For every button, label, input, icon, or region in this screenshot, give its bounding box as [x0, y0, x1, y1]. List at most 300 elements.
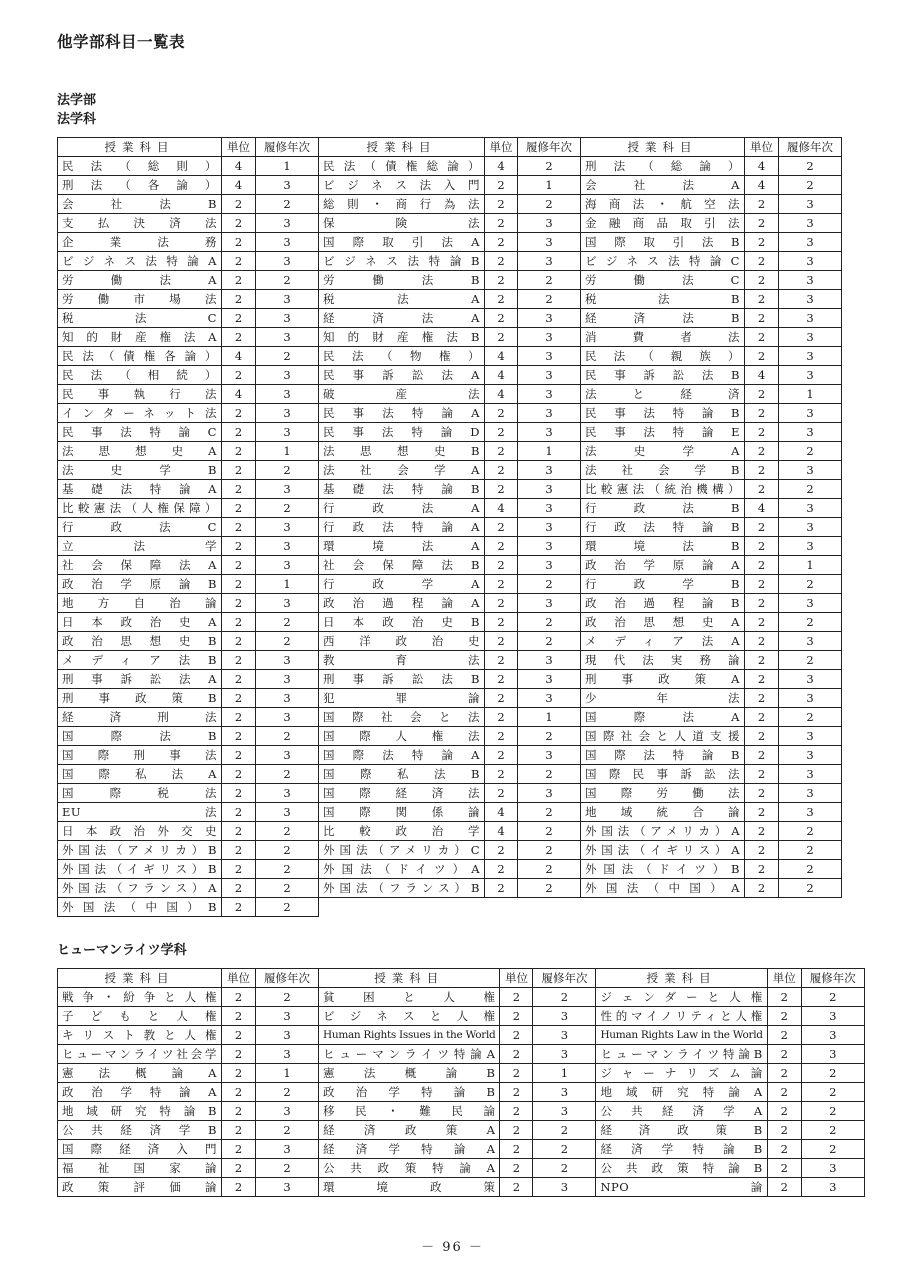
course-year: 3 [779, 670, 842, 689]
course-name: ビジネス法特論A [58, 252, 222, 271]
course-credits: 2 [767, 1007, 801, 1026]
empty-cell [319, 898, 485, 917]
course-year: 3 [518, 499, 581, 518]
course-year: 3 [518, 385, 581, 404]
course-year: 2 [801, 1064, 864, 1083]
course-year: 3 [256, 803, 319, 822]
course-credits: 4 [485, 157, 518, 176]
course-year: 3 [256, 1140, 319, 1159]
table-row [58, 765, 842, 784]
table-row [58, 499, 842, 518]
course-name: 刑法（各論） [58, 176, 222, 195]
course-credits: 4 [485, 347, 518, 366]
course-name: 民法（親族） [581, 347, 745, 366]
credits-header: 単位 [485, 138, 518, 157]
course-year: 3 [256, 328, 319, 347]
table-row [58, 518, 842, 537]
course-credits: 2 [745, 233, 779, 252]
course-credits: 2 [485, 404, 518, 423]
course-name: 国際社会と人道支援 [581, 727, 745, 746]
course-name: 比較憲法（統治機構） [581, 480, 745, 499]
course-credits: 4 [485, 822, 518, 841]
course-credits: 2 [745, 214, 779, 233]
course-credits: 2 [767, 1083, 801, 1102]
course-name: 公共政策特論B [596, 1159, 767, 1178]
course-credits: 2 [222, 898, 256, 917]
course-name: 法社会学A [319, 461, 485, 480]
law-course-table [57, 137, 842, 917]
course-name: 法史学A [581, 442, 745, 461]
course-year: 2 [801, 1121, 864, 1140]
course-year: 3 [256, 309, 319, 328]
course-year: 3 [779, 727, 842, 746]
course-year: 3 [256, 290, 319, 309]
year-header: 履修年次 [256, 969, 319, 988]
human-rights-heading: ヒューマンライツ学科 [57, 943, 187, 958]
course-name: ヒューマンライツ社会学 [58, 1045, 222, 1064]
table-row [58, 480, 842, 499]
course-name: 外国法（フランス）B [319, 879, 485, 898]
course-name: 総則・商行為法 [319, 195, 485, 214]
course-name: 経済政策A [319, 1121, 500, 1140]
table-row [58, 613, 842, 632]
course-name: 政治学原論B [58, 575, 222, 594]
course-credits: 2 [485, 309, 518, 328]
course-name: 国際人権法 [319, 727, 485, 746]
year-header: 履修年次 [256, 138, 319, 157]
course-name: Human Rights Issues in the World [319, 1026, 500, 1045]
course-credits: 2 [485, 613, 518, 632]
course-year: 2 [256, 879, 319, 898]
course-credits: 2 [222, 575, 256, 594]
course-credits: 2 [485, 594, 518, 613]
course-year: 2 [256, 822, 319, 841]
course-name: 民法（債権各論） [58, 347, 222, 366]
course-name: 公共経済学B [58, 1121, 222, 1140]
course-name: 行政学B [581, 575, 745, 594]
course-name: 経済法B [581, 309, 745, 328]
course-name: 外国法（アメリカ）B [58, 841, 222, 860]
course-year: 1 [533, 1064, 596, 1083]
course-name: 行政法B [581, 499, 745, 518]
course-credits: 2 [767, 1178, 801, 1197]
course-year: 3 [779, 271, 842, 290]
course-name: 会社法B [58, 195, 222, 214]
course-credits: 2 [745, 613, 779, 632]
course-name: 立法学 [58, 537, 222, 556]
course-year: 3 [801, 1007, 864, 1026]
course-name: 外国法（中国）B [58, 898, 222, 917]
table-row [58, 575, 842, 594]
course-credits: 2 [485, 252, 518, 271]
course-credits: 2 [745, 347, 779, 366]
course-name: 社会保障法A [58, 556, 222, 575]
course-year: 3 [518, 594, 581, 613]
course-credits: 2 [222, 366, 256, 385]
course-credits: 2 [485, 708, 518, 727]
course-year: 3 [518, 366, 581, 385]
credits-header: 単位 [767, 969, 801, 988]
table-row [58, 1102, 865, 1121]
course-name: 公共政策特論A [319, 1159, 500, 1178]
course-credits: 2 [485, 556, 518, 575]
course-year: 3 [518, 537, 581, 556]
table-row [58, 461, 842, 480]
course-year: 2 [256, 1083, 319, 1102]
empty-cell [745, 898, 779, 917]
course-credits: 2 [767, 1102, 801, 1121]
course-name: 貧困と人権 [319, 988, 500, 1007]
course-year: 3 [533, 1026, 596, 1045]
course-year: 3 [779, 784, 842, 803]
course-name: 国際取引法B [581, 233, 745, 252]
course-year: 1 [256, 157, 319, 176]
course-credits: 2 [500, 1140, 533, 1159]
course-name: 国際法特論A [319, 746, 485, 765]
course-name: インターネット法 [58, 404, 222, 423]
course-name: 法社会学B [581, 461, 745, 480]
course-year: 3 [801, 1026, 864, 1045]
course-year: 3 [256, 1102, 319, 1121]
course-year: 1 [518, 442, 581, 461]
course-year: 3 [779, 537, 842, 556]
course-credits: 2 [485, 670, 518, 689]
course-name: 比較政治学 [319, 822, 485, 841]
table-row [58, 727, 842, 746]
course-credits: 2 [745, 670, 779, 689]
course-credits: 2 [222, 1102, 256, 1121]
course-name: 法と経済 [581, 385, 745, 404]
course-name: 政治過程論A [319, 594, 485, 613]
course-year: 3 [801, 1159, 864, 1178]
course-credits: 2 [222, 1064, 256, 1083]
course-name: 現代法実務論 [581, 651, 745, 670]
course-name: 西洋政治史 [319, 632, 485, 651]
course-year: 3 [518, 309, 581, 328]
course-name: ジャーナリズム論 [596, 1064, 767, 1083]
course-year: 3 [779, 328, 842, 347]
course-credits: 2 [485, 575, 518, 594]
course-year: 2 [256, 988, 319, 1007]
course-credits: 2 [500, 1083, 533, 1102]
course-year: 3 [518, 404, 581, 423]
course-credits: 2 [745, 879, 779, 898]
course-name: 政治学特論A [58, 1083, 222, 1102]
course-year: 3 [256, 689, 319, 708]
course-year: 3 [779, 518, 842, 537]
table-row [58, 841, 842, 860]
course-credits: 2 [485, 290, 518, 309]
course-credits: 4 [485, 499, 518, 518]
course-credits: 2 [222, 727, 256, 746]
course-name: 少年法 [581, 689, 745, 708]
course-name: 社会保障法B [319, 556, 485, 575]
course-year: 3 [256, 252, 319, 271]
course-name: 国際労働法 [581, 784, 745, 803]
course-year: 3 [518, 328, 581, 347]
table-row [58, 214, 842, 233]
course-credits: 2 [485, 765, 518, 784]
course-credits: 2 [485, 689, 518, 708]
course-name: 地域統合論 [581, 803, 745, 822]
course-credits: 2 [485, 518, 518, 537]
course-name: 性的マイノリティと人権 [596, 1007, 767, 1026]
table-row [58, 689, 842, 708]
course-year: 2 [518, 841, 581, 860]
course-credits: 2 [745, 423, 779, 442]
course-year: 2 [256, 347, 319, 366]
course-name: メディア法B [58, 651, 222, 670]
credits-header: 単位 [222, 138, 256, 157]
course-credits: 2 [767, 1026, 801, 1045]
course-year: 3 [256, 1007, 319, 1026]
course-year: 3 [779, 461, 842, 480]
course-year: 3 [256, 404, 319, 423]
course-year: 2 [518, 290, 581, 309]
course-year: 2 [518, 575, 581, 594]
course-name: 支払決済法 [58, 214, 222, 233]
course-name: キリスト教と人権 [58, 1026, 222, 1045]
table-row [58, 556, 842, 575]
course-credits: 4 [745, 176, 779, 195]
course-year: 3 [779, 347, 842, 366]
course-name: ジェンダーと人権 [596, 988, 767, 1007]
course-credits: 2 [222, 803, 256, 822]
course-credits: 2 [485, 176, 518, 195]
course-year: 3 [518, 480, 581, 499]
course-year: 3 [533, 1178, 596, 1197]
course-name: 経済刑法 [58, 708, 222, 727]
table-row [58, 708, 842, 727]
course-credits: 2 [485, 727, 518, 746]
course-name: 国際法A [581, 708, 745, 727]
course-year: 2 [518, 765, 581, 784]
course-name: 国際関係論 [319, 803, 485, 822]
subject-header: 授業科目 [319, 138, 485, 157]
table-row [58, 1178, 865, 1197]
course-credits: 2 [500, 1121, 533, 1140]
course-credits: 2 [222, 499, 256, 518]
table-row [58, 442, 842, 461]
course-credits: 2 [745, 784, 779, 803]
table-row [58, 423, 842, 442]
course-credits: 2 [745, 442, 779, 461]
course-year: 3 [256, 651, 319, 670]
course-credits: 2 [222, 480, 256, 499]
course-year: 3 [518, 689, 581, 708]
course-year: 3 [256, 366, 319, 385]
course-name: 日本政治外交史 [58, 822, 222, 841]
course-year: 2 [256, 727, 319, 746]
course-name: 外国法（中国）A [581, 879, 745, 898]
course-year: 3 [518, 746, 581, 765]
course-year: 3 [518, 556, 581, 575]
table-row [58, 1064, 865, 1083]
faculty-heading: 法学科 [57, 112, 97, 127]
course-credits: 2 [745, 480, 779, 499]
course-year: 2 [779, 822, 842, 841]
course-year: 1 [779, 556, 842, 575]
course-name: 行政法A [319, 499, 485, 518]
course-year: 3 [779, 214, 842, 233]
course-credits: 2 [222, 537, 256, 556]
course-year: 3 [533, 1007, 596, 1026]
course-name: 民事法特論B [581, 404, 745, 423]
course-year: 2 [256, 860, 319, 879]
course-credits: 2 [745, 252, 779, 271]
course-name: 政策評価論 [58, 1178, 222, 1197]
year-header: 履修年次 [779, 138, 842, 157]
course-credits: 2 [222, 1159, 256, 1178]
course-credits: 2 [745, 803, 779, 822]
course-credits: 2 [745, 518, 779, 537]
course-name: 地域研究特論B [58, 1102, 222, 1121]
table-row [58, 1159, 865, 1178]
course-name: ヒューマンライツ特論A [319, 1045, 500, 1064]
course-name: 国際取引法A [319, 233, 485, 252]
course-name: ヒューマンライツ特論B [596, 1045, 767, 1064]
course-credits: 2 [745, 556, 779, 575]
course-year: 1 [256, 442, 319, 461]
course-credits: 4 [222, 176, 256, 195]
course-year: 2 [518, 271, 581, 290]
course-year: 3 [256, 746, 319, 765]
course-credits: 2 [222, 518, 256, 537]
course-credits: 2 [485, 461, 518, 480]
course-year: 2 [779, 613, 842, 632]
course-year: 3 [518, 518, 581, 537]
table-row [58, 632, 842, 651]
course-name: 国際刑事法 [58, 746, 222, 765]
course-year: 3 [801, 1045, 864, 1064]
table-row [58, 988, 865, 1007]
course-credits: 2 [745, 385, 779, 404]
table-row [58, 290, 842, 309]
course-credits: 2 [745, 841, 779, 860]
course-year: 3 [256, 233, 319, 252]
course-credits: 2 [485, 537, 518, 556]
course-year: 2 [256, 195, 319, 214]
course-year: 2 [779, 157, 842, 176]
course-name: 政治思想史A [581, 613, 745, 632]
course-name: 経済学特論A [319, 1140, 500, 1159]
course-credits: 2 [485, 214, 518, 233]
course-name: 労働法A [58, 271, 222, 290]
course-name: 国際法特論B [581, 746, 745, 765]
course-credits: 2 [485, 632, 518, 651]
course-name: 国際税法 [58, 784, 222, 803]
course-year: 2 [518, 157, 581, 176]
course-year: 3 [779, 689, 842, 708]
course-credits: 2 [222, 309, 256, 328]
course-year: 3 [518, 214, 581, 233]
course-year: 3 [256, 784, 319, 803]
table-row [58, 670, 842, 689]
course-credits: 2 [745, 860, 779, 879]
course-year: 2 [256, 499, 319, 518]
course-year: 3 [779, 290, 842, 309]
course-credits: 2 [222, 328, 256, 347]
course-credits: 2 [500, 1159, 533, 1178]
course-name: 金融商品取引法 [581, 214, 745, 233]
course-credits: 2 [222, 195, 256, 214]
course-credits: 4 [222, 157, 256, 176]
course-credits: 2 [222, 290, 256, 309]
course-credits: 4 [222, 347, 256, 366]
course-credits: 2 [745, 727, 779, 746]
table-row [58, 860, 842, 879]
course-credits: 2 [222, 708, 256, 727]
course-credits: 2 [222, 1178, 256, 1197]
course-name: 労働市場法 [58, 290, 222, 309]
course-name: ビジネス法特論C [581, 252, 745, 271]
course-name: 環境政策 [319, 1178, 500, 1197]
course-credits: 4 [745, 499, 779, 518]
course-year: 3 [518, 347, 581, 366]
course-year: 1 [256, 1064, 319, 1083]
department-heading: 法学部 [57, 93, 97, 108]
course-name: 外国法（ドイツ）A [319, 860, 485, 879]
table-row [58, 1026, 865, 1045]
course-credits: 2 [222, 1045, 256, 1064]
course-year: 2 [518, 879, 581, 898]
course-name: 刑事政策A [581, 670, 745, 689]
course-name: メディア法A [581, 632, 745, 651]
course-name: 比較憲法（人権保障） [58, 499, 222, 518]
course-year: 2 [779, 841, 842, 860]
table-row [58, 404, 842, 423]
course-credits: 2 [485, 195, 518, 214]
course-credits: 2 [745, 765, 779, 784]
table-row [58, 651, 842, 670]
course-credits: 2 [485, 784, 518, 803]
course-name: 外国法（イギリス）A [581, 841, 745, 860]
course-year: 2 [256, 841, 319, 860]
course-year: 2 [256, 1159, 319, 1178]
course-credits: 2 [767, 1045, 801, 1064]
course-year: 2 [801, 1083, 864, 1102]
course-year: 2 [779, 651, 842, 670]
course-name: 国際社会と法 [319, 708, 485, 727]
course-year: 3 [779, 309, 842, 328]
course-credits: 2 [767, 1064, 801, 1083]
page-title: 他学部科目一覧表 [57, 33, 186, 51]
course-credits: 2 [745, 651, 779, 670]
course-credits: 2 [745, 404, 779, 423]
course-name: 政治学原論A [581, 556, 745, 575]
course-name: ビジネス法特論B [319, 252, 485, 271]
course-name: 民事法特論E [581, 423, 745, 442]
course-year: 2 [518, 727, 581, 746]
table-row [58, 347, 842, 366]
course-year: 3 [779, 803, 842, 822]
course-year: 2 [801, 988, 864, 1007]
course-name: 保険法 [319, 214, 485, 233]
course-year: 2 [533, 988, 596, 1007]
table-row [58, 594, 842, 613]
course-year: 2 [518, 613, 581, 632]
course-name: 公共経済学A [596, 1102, 767, 1121]
law-table-body [58, 157, 842, 917]
course-credits: 2 [500, 988, 533, 1007]
course-name: 法思想史B [319, 442, 485, 461]
course-year: 2 [779, 708, 842, 727]
course-name: 憲法概論B [319, 1064, 500, 1083]
course-name: 国際民事訴訟法 [581, 765, 745, 784]
course-year: 2 [256, 898, 319, 917]
course-name: 行政法特論A [319, 518, 485, 537]
subject-header: 授業科目 [596, 969, 767, 988]
